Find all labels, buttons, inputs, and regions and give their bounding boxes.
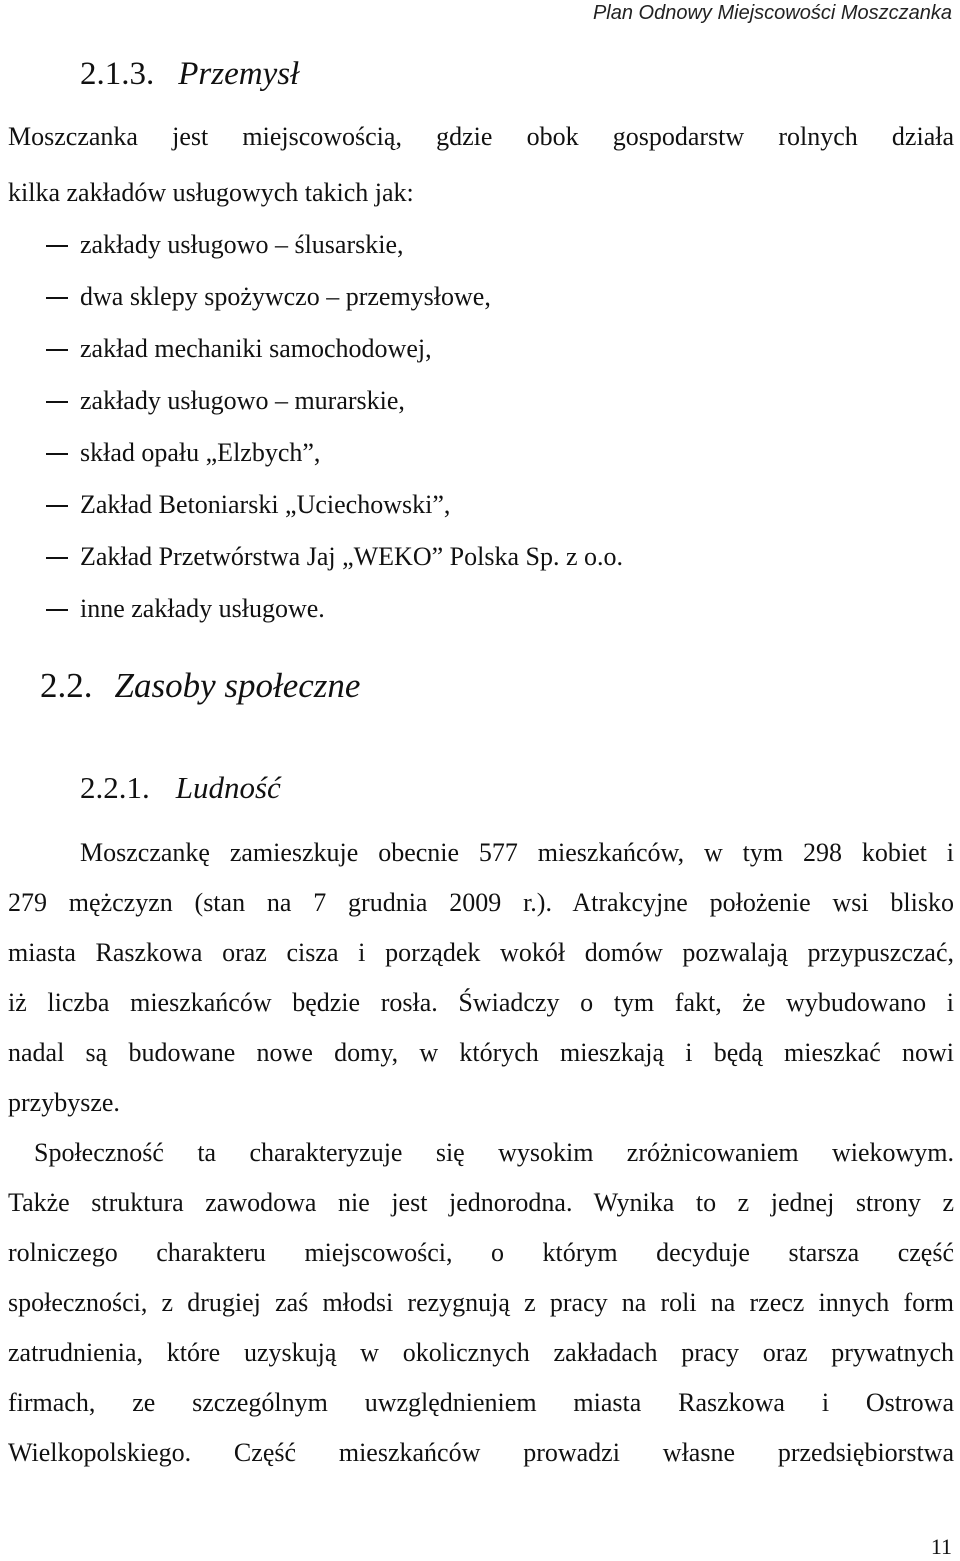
- paragraph-line: Także struktura zawodowa nie jest jednorodna. Wynika to z jednej strony z: [8, 1188, 954, 1217]
- section-number: 2.2.1.: [80, 770, 150, 805]
- section-heading-2-1-3: [80, 54, 299, 94]
- paragraph-line: Wielkopolskiego. Część mieszkańców prowadzi własne przedsiębiorstwa: [8, 1438, 954, 1467]
- section-number: 2.2.: [40, 666, 93, 705]
- dash-bullet-icon: [46, 453, 68, 455]
- section-heading-2-2: [40, 664, 360, 708]
- paragraph-line: Moszczankę zamieszkuje obecnie 577 mieszkańców, w tym 298 kobiet i: [80, 838, 954, 867]
- paragraph-line: iż liczba mieszkańców będzie rosła. Świadczy o tym fakt, że wybudowano i: [8, 988, 954, 1017]
- paragraph-line: kilka zakładów usługowych takich jak:: [8, 178, 414, 207]
- dash-bullet-icon: [46, 505, 68, 507]
- paragraph-line: Moszczanka jest miejscowością, gdzie obok gospodarstw rolnych działa: [8, 122, 954, 151]
- section-number: 2.1.3.: [80, 56, 155, 92]
- paragraph-line: zatrudnienia, które uzyskują w okolicznych zakładach pracy oraz prywatnych: [8, 1338, 954, 1367]
- dash-bullet-icon: [46, 557, 68, 559]
- section-title: Ludność: [175, 770, 281, 805]
- dash-bullet-icon: [46, 609, 68, 611]
- paragraph-line: 279 mężczyzn (stan na 7 grudnia 2009 r.). Atrakcyjne położenie wsi blisko: [8, 888, 954, 917]
- paragraph-line: społeczności, z drugiej zaś młodsi rezygnują z pracy na roli na rzecz innych form: [8, 1288, 954, 1317]
- paragraph-line: miasta Raszkowa oraz cisza i porządek wokół domów pozwalają przypuszczać,: [8, 938, 954, 967]
- paragraph-line: nadal są budowane nowe domy, w których mieszkają i będą mieszkać nowi: [8, 1038, 954, 1067]
- paragraph-line: przybysze.: [8, 1088, 120, 1117]
- paragraph-line: firmach, ze szczególnym uwzględnieniem miasta Raszkowa i Ostrowa: [8, 1388, 954, 1417]
- running-header: Plan Odnowy Miejscowości Moszczanka: [592, 2, 952, 24]
- section-title: Przemysł: [178, 56, 300, 92]
- paragraph-line: Społeczność ta charakteryzuje się wysokim zróżnicowaniem wiekowym.: [34, 1138, 954, 1167]
- dash-bullet-icon: [46, 401, 68, 403]
- paragraph-line: rolniczego charakteru miejscowości, o którym decyduje starsza część: [8, 1238, 954, 1267]
- dash-bullet-icon: [46, 349, 68, 351]
- dash-bullet-icon: [46, 297, 68, 299]
- page-number: 11: [930, 1534, 952, 1559]
- dash-bullet-icon: [46, 245, 68, 247]
- section-heading-2-2-1: [80, 768, 281, 808]
- section-title: Zasoby społeczne: [114, 666, 361, 705]
